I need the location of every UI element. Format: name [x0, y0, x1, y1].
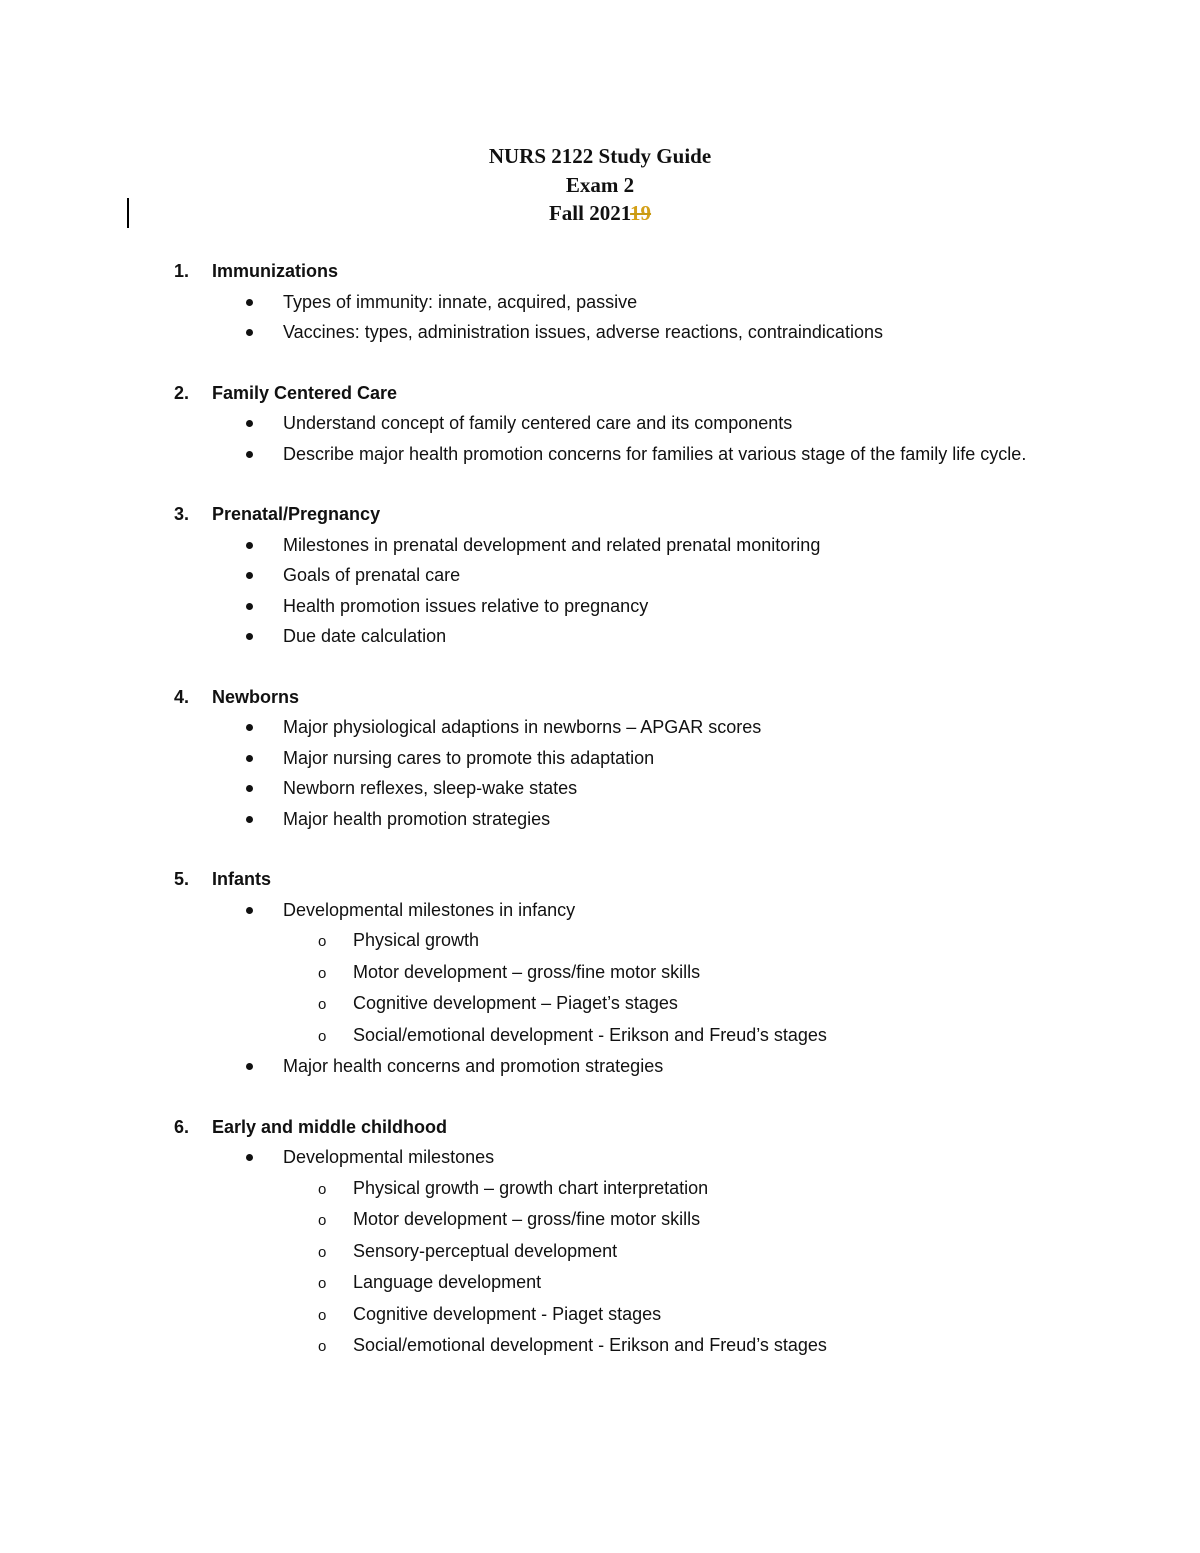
- sub-bullet-item: [0, 1330, 1200, 1362]
- study-guide-outline: [0, 256, 1200, 1392]
- bullet-text: Major physiological adaptions in newborns – APGAR scores: [283, 717, 762, 737]
- sub-bullet-item: [0, 1299, 1200, 1331]
- sub-bullet-text: Sensory-perceptual development: [353, 1240, 618, 1261]
- bullet-item: [0, 530, 1200, 561]
- hollow-bullet-icon: o: [318, 1243, 327, 1261]
- sub-bullet-text: Language development: [353, 1272, 542, 1292]
- bullet-text: Major health concerns and promotion strategies: [283, 1056, 664, 1076]
- bullet-item: [0, 1051, 1200, 1082]
- bullet-text: Due date calculation: [283, 626, 447, 646]
- sub-bullet-text: Physical growth: [353, 930, 480, 950]
- section-number: 5.: [174, 869, 190, 889]
- sub-bullet-item: [0, 1173, 1200, 1205]
- sub-bullet-text: Cognitive development - Piaget stages: [353, 1303, 662, 1324]
- hollow-bullet-icon: o: [318, 1275, 327, 1292]
- text-insertion-cursor: [127, 198, 129, 228]
- hollow-bullet-icon: o: [318, 1180, 327, 1198]
- hollow-bullet-icon: o: [318, 1306, 327, 1324]
- document-title: NURS 2122 Study Guide: [488, 144, 712, 168]
- outline-section: [0, 378, 1200, 470]
- outline-section: [0, 256, 1200, 348]
- section-title: Prenatal/Pregnancy: [212, 504, 381, 524]
- sub-bullet-item: [0, 957, 1200, 989]
- bullet-item: [0, 621, 1200, 652]
- hollow-bullet-icon: o: [318, 1212, 327, 1229]
- bullet-dot-icon: [246, 907, 253, 914]
- bullet-text: Major health promotion strategies: [283, 808, 551, 829]
- bullet-item: [0, 317, 1200, 348]
- bullet-dot-icon: [246, 572, 253, 579]
- bullet-text: Developmental milestones: [283, 1147, 495, 1167]
- sub-bullet-item: [0, 1020, 1200, 1052]
- bullet-dot-icon: [246, 451, 253, 458]
- section-number: 3.: [174, 504, 190, 524]
- bullet-text: Goals of prenatal care: [283, 565, 461, 585]
- section-heading: [0, 682, 1200, 713]
- outline-section: [0, 1112, 1200, 1362]
- bullet-dot-icon: [246, 755, 253, 762]
- hollow-bullet-icon: o: [318, 1338, 327, 1355]
- bullet-item: [0, 773, 1200, 804]
- section-heading: [0, 378, 1200, 409]
- section-title: Early and middle childhood: [212, 1116, 448, 1137]
- bullet-dot-icon: [246, 1154, 253, 1161]
- bullet-item: [0, 743, 1200, 774]
- hollow-bullet-icon: o: [318, 1027, 327, 1045]
- outline-section: [0, 682, 1200, 835]
- bullet-item: [0, 287, 1200, 318]
- section-title: Family Centered Care: [212, 382, 398, 403]
- section-heading: [0, 499, 1200, 530]
- bullet-text: Milestones in prenatal development and related prenatal monitoring: [283, 534, 821, 555]
- hollow-bullet-icon: o: [318, 933, 327, 950]
- bullet-item: [0, 591, 1200, 622]
- outline-section: [0, 499, 1200, 652]
- sub-bullet-text: Social/emotional development - Erikson and Freud’s stages: [353, 1335, 827, 1355]
- document-title-block: [0, 142, 1200, 228]
- bullet-dot-icon: [246, 1063, 253, 1070]
- bullet-item: [0, 804, 1200, 835]
- section-number: 2.: [174, 382, 190, 403]
- bullet-dot-icon: [246, 816, 253, 823]
- bullet-item: [0, 408, 1200, 439]
- bullet-text: Types of immunity: innate, acquired, passive: [283, 291, 638, 312]
- bullet-item: [0, 560, 1200, 591]
- bullet-text: Major nursing cares to promote this adaptation: [283, 747, 655, 768]
- section-title: Infants: [212, 869, 272, 889]
- sub-bullet-item: [0, 1267, 1200, 1299]
- bullet-text: Health promotion issues relative to pregnancy: [283, 595, 649, 616]
- section-number: 4.: [174, 686, 190, 707]
- hollow-bullet-icon: o: [318, 996, 327, 1013]
- bullet-dot-icon: [246, 329, 253, 336]
- bullet-text: Developmental milestones in infancy: [283, 899, 576, 920]
- bullet-text: Newborn reflexes, sleep-wake states: [283, 778, 578, 798]
- bullet-dot-icon: [246, 542, 253, 549]
- bullet-item: [0, 1142, 1200, 1173]
- sub-bullet-item: [0, 1204, 1200, 1236]
- bullet-text: Describe major health promotion concerns for families at various stage of the family life cycle.: [283, 443, 1027, 464]
- bullet-text: Understand concept of family centered care and its components: [283, 413, 793, 433]
- sub-bullet-text: Cognitive development – Piaget’s stages: [353, 993, 678, 1013]
- bullet-text: Vaccines: types, administration issues, adverse reactions, contraindications: [283, 322, 883, 342]
- section-title: Immunizations: [212, 261, 339, 281]
- sub-bullet-text: Motor development – gross/fine motor skills: [353, 961, 701, 982]
- sub-bullet-item: [0, 1236, 1200, 1268]
- bullet-item: [0, 895, 1200, 926]
- exam-label: Exam 2: [565, 172, 635, 197]
- outline-section: [0, 864, 1200, 1082]
- section-title: Newborns: [212, 686, 300, 707]
- bullet-dot-icon: [246, 724, 253, 731]
- sub-bullet-item: [0, 988, 1200, 1020]
- bullet-dot-icon: [246, 299, 253, 306]
- term-deleted-revision: 19: [630, 201, 652, 225]
- bullet-dot-icon: [246, 633, 253, 640]
- sub-bullet-text: Physical growth – growth chart interpretation: [353, 1177, 709, 1198]
- bullet-item: [0, 712, 1200, 743]
- section-heading: [0, 256, 1200, 287]
- bullet-dot-icon: [246, 420, 253, 427]
- section-number: 6.: [174, 1116, 190, 1137]
- bullet-dot-icon: [246, 785, 253, 792]
- section-heading: [0, 1112, 1200, 1143]
- term-current: Fall 2021: [548, 201, 631, 225]
- bullet-dot-icon: [246, 603, 253, 610]
- section-heading: [0, 864, 1200, 895]
- hollow-bullet-icon: o: [318, 964, 327, 982]
- bullet-item: [0, 439, 1200, 470]
- sub-bullet-text: Social/emotional development - Erikson and Freud’s stages: [353, 1024, 827, 1045]
- sub-bullet-item: [0, 925, 1200, 957]
- term-label: [0, 199, 1200, 228]
- section-number: 1.: [174, 261, 190, 281]
- sub-bullet-text: Motor development – gross/fine motor skills: [353, 1209, 701, 1229]
